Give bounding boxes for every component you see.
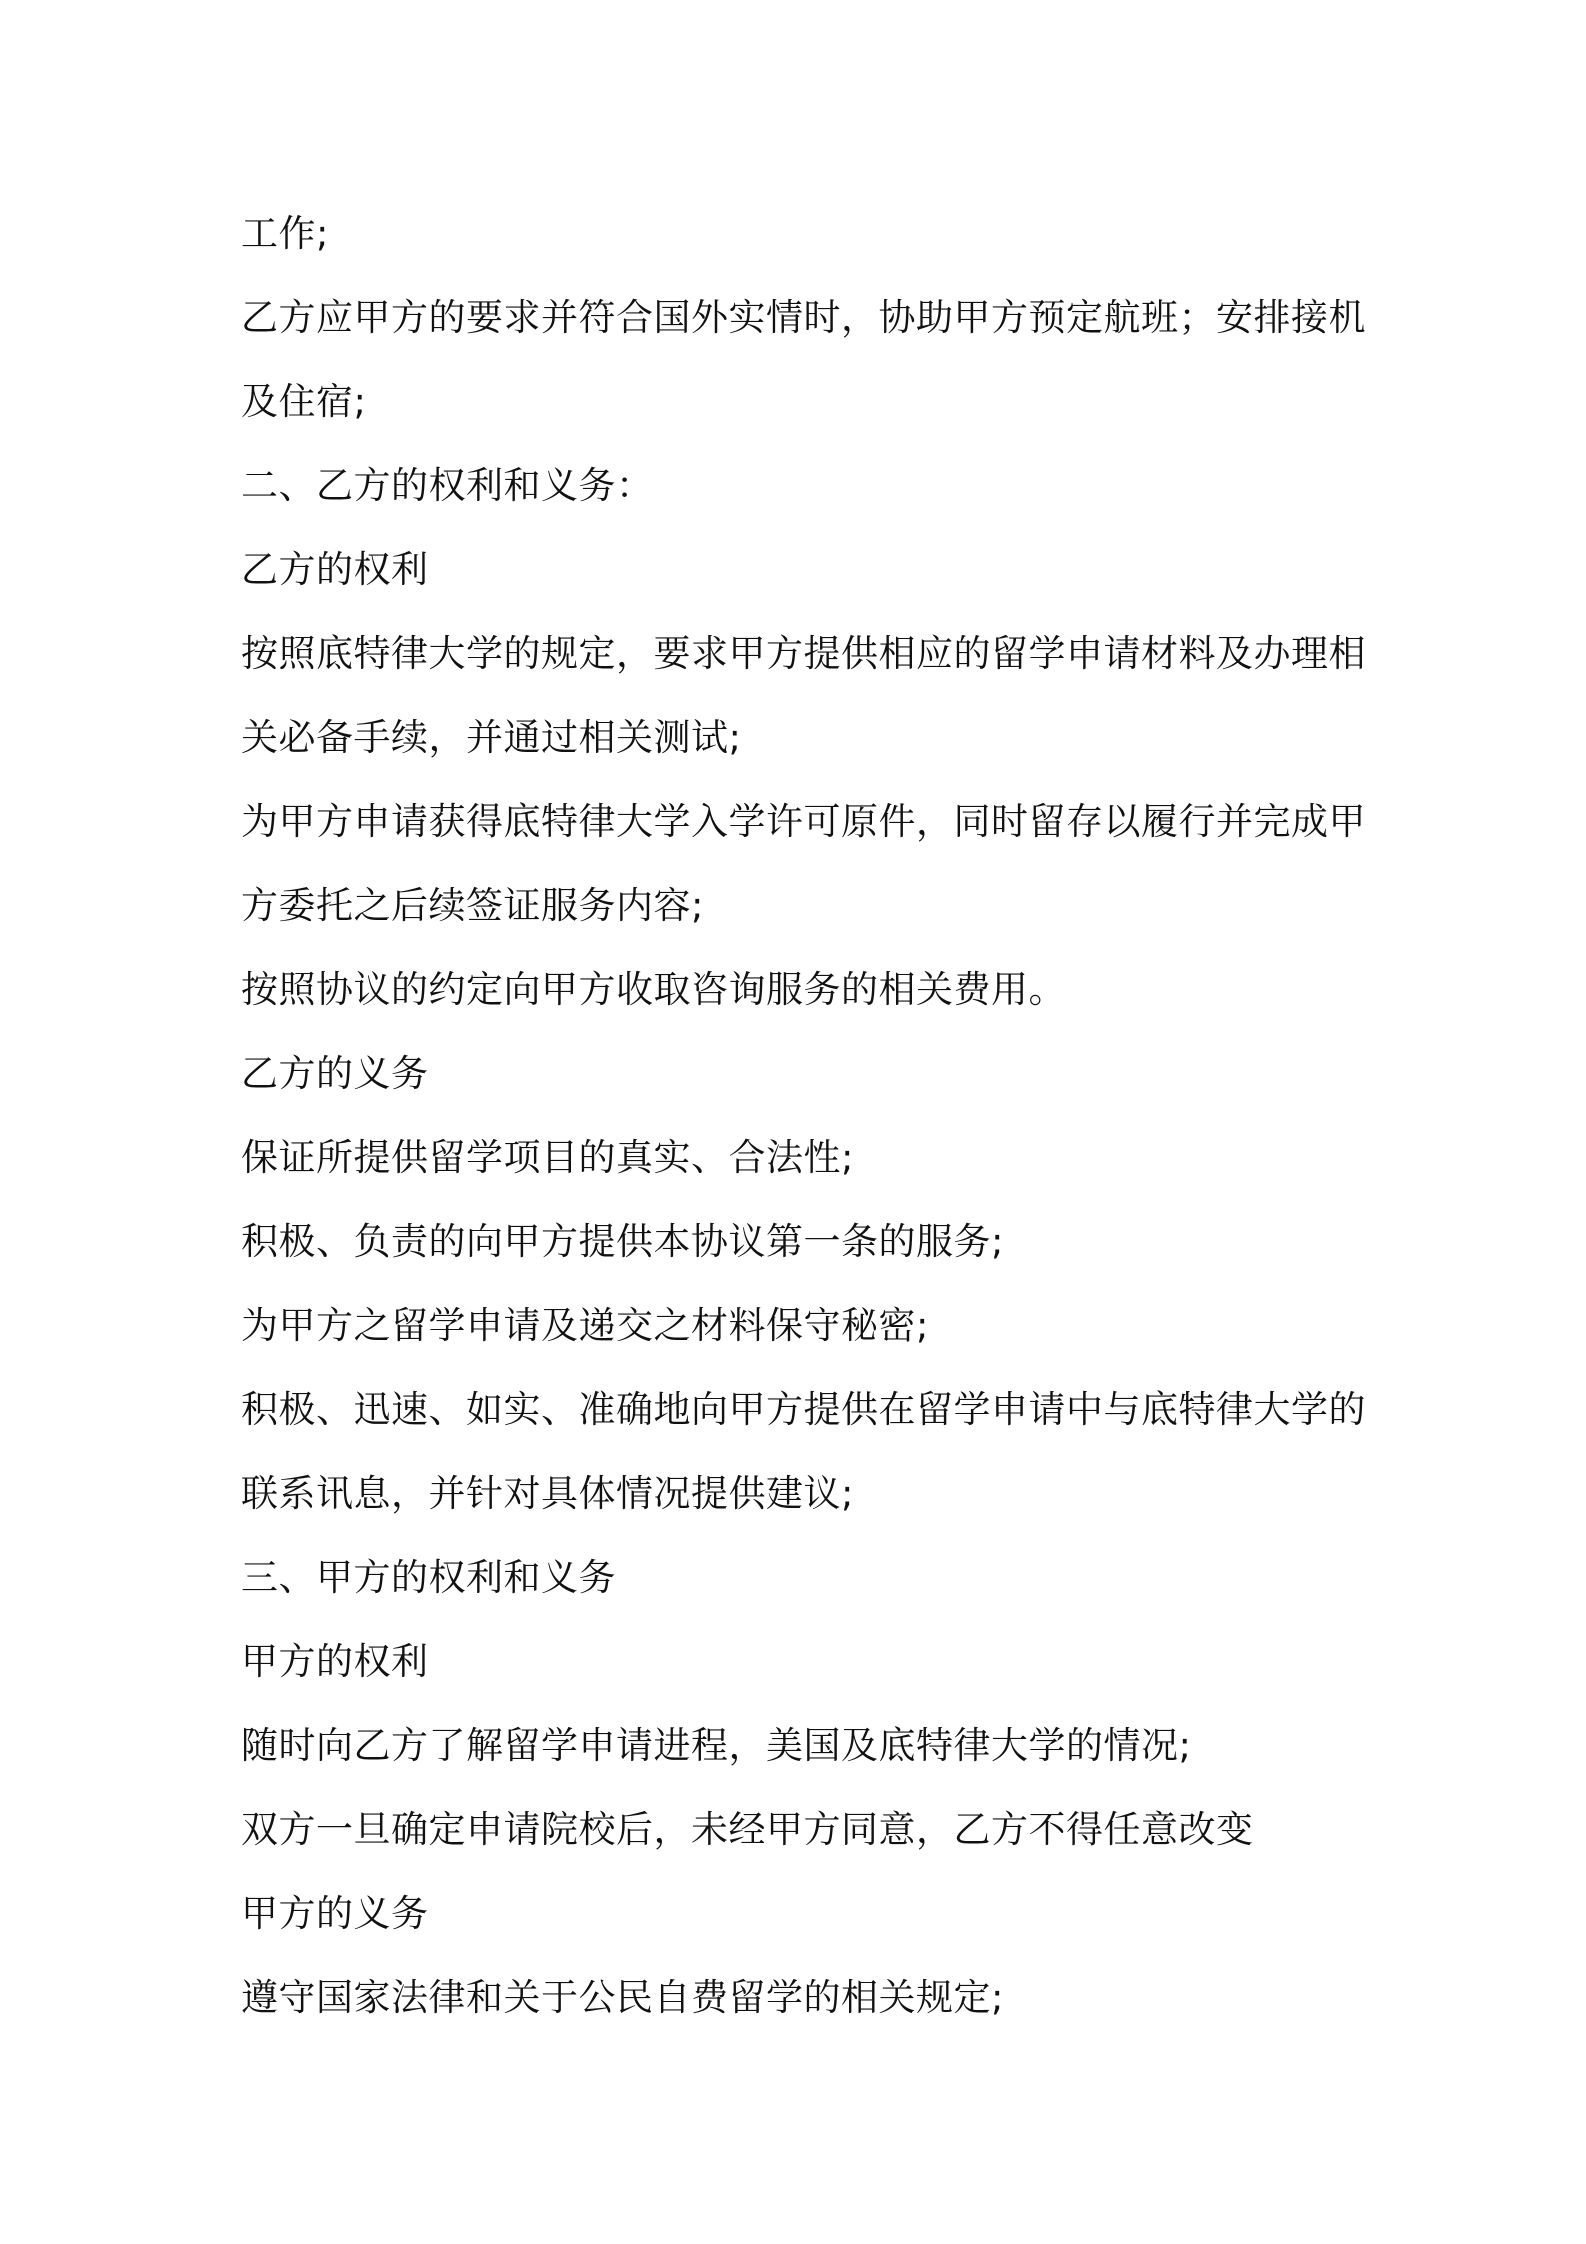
text-line-continuation: 工作; bbox=[241, 212, 329, 255]
text-line-admission-original: 为甲方申请获得底特律大学入学许可原件，同时留存以履行并完成甲 bbox=[241, 800, 1366, 843]
text-line-comply-laws: 遵守国家法律和关于公民自费留学的相关规定; bbox=[241, 1976, 1004, 2019]
text-line-no-arbitrary-change: 双方一旦确定申请院校后，未经甲方同意，乙方不得任意改变 bbox=[241, 1808, 1254, 1851]
text-line-application-progress: 随时向乙方了解留学申请进程，美国及底特律大学的情况; bbox=[241, 1724, 1192, 1767]
text-line-service-fees: 按照协议的约定向甲方收取咨询服务的相关费用。 bbox=[241, 968, 1066, 1011]
section-heading-party-b-rights-obligations: 二、乙方的权利和义务： bbox=[241, 464, 654, 507]
subheading-party-a-obligations: 甲方的义务 bbox=[241, 1892, 429, 1935]
text-line-procedures-tests: 关必备手续，并通过相关测试; bbox=[241, 716, 742, 759]
subheading-party-a-rights: 甲方的权利 bbox=[241, 1640, 429, 1683]
subheading-party-b-rights: 乙方的权利 bbox=[241, 548, 429, 591]
text-line-application-materials: 按照底特律大学的规定，要求甲方提供相应的留学申请材料及办理相 bbox=[241, 632, 1366, 675]
text-line-contact-advice: 联系讯息，并针对具体情况提供建议; bbox=[241, 1472, 854, 1515]
text-line-confidentiality: 为甲方之留学申请及递交之材料保守秘密; bbox=[241, 1304, 929, 1347]
text-line-provide-services: 积极、负责的向甲方提供本协议第一条的服务; bbox=[241, 1220, 1004, 1263]
text-line-program-legitimacy: 保证所提供留学项目的真实、合法性; bbox=[241, 1136, 854, 1179]
text-line-flight-arrangement: 乙方应甲方的要求并符合国外实情时，协助甲方预定航班；安排接机 bbox=[241, 296, 1366, 339]
section-heading-party-a-rights-obligations: 三、甲方的权利和义务 bbox=[241, 1556, 616, 1599]
document-body bbox=[241, 192, 1366, 2040]
text-line-visa-services: 方委托之后续签证服务内容; bbox=[241, 884, 704, 927]
text-line-accommodation: 及住宿; bbox=[241, 380, 367, 423]
text-line-accurate-info: 积极、迅速、如实、准确地向甲方提供在留学申请中与底特律大学的 bbox=[241, 1388, 1366, 1431]
subheading-party-b-obligations: 乙方的义务 bbox=[241, 1052, 429, 1095]
